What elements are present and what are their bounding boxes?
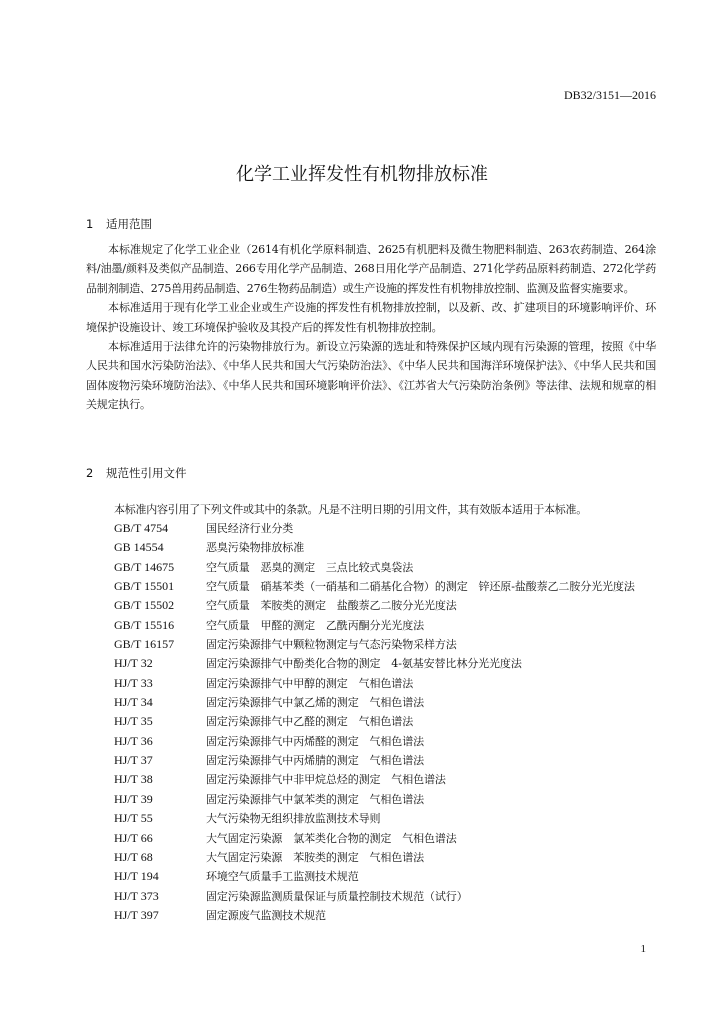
section-heading-references	[86, 465, 187, 481]
reference-code: GB/T 16157	[114, 637, 175, 652]
reference-title: 固定污染源排气中丙烯醛的测定 气相色谱法	[206, 734, 424, 748]
reference-title: 固定污染源排气中氯苯类的测定 气相色谱法	[206, 792, 424, 806]
reference-title: 固定污染源排气中甲醇的测定 气相色谱法	[206, 676, 414, 690]
reference-title: 空气质量 苯胺类的测定 盐酸萘乙二胺分光光度法	[206, 599, 457, 613]
section-number: 1	[86, 217, 94, 231]
reference-item	[114, 906, 659, 925]
reference-item	[114, 674, 659, 693]
reference-item	[114, 809, 659, 828]
reference-title: 空气质量 甲醛的测定 乙酰丙酮分光光度法	[206, 618, 424, 632]
scope-paragraph: 本标准适用于法律允许的污染物排放行为。新设立污染源的选址和特殊保护区域内现有污染源的管理，按照《中华人民共和国水污染防治法》、《中华人民共和国大气污染防治法》、《中华人民共和国海洋环境保护法》、《中华人民共和国固体废物污染环境防治法》、《中华人民共和国环境影响评价法》、《江苏省大气污染防治条例》等法律、法规和规章的相关规定执行。	[86, 340, 656, 412]
reference-code: GB/T 15502	[114, 598, 175, 613]
reference-title: 固定源废气监测技术规范	[206, 908, 326, 922]
reference-title: 大气污染物无组织排放监测技术导则	[206, 812, 381, 826]
section-heading-scope	[86, 216, 152, 232]
reference-code: HJ/T 397	[114, 907, 159, 922]
reference-item	[114, 867, 659, 886]
standard-code: DB32/3151—2016	[563, 88, 656, 102]
reference-code: GB/T 14675	[114, 559, 175, 574]
reference-item	[114, 596, 659, 615]
reference-code: HJ/T 68	[114, 849, 153, 864]
reference-code: HJ/T 55	[114, 811, 153, 826]
reference-list	[114, 519, 659, 925]
reference-item	[114, 519, 659, 538]
reference-code: HJ/T 194	[114, 869, 159, 884]
reference-code: HJ/T 34	[114, 695, 153, 710]
reference-code: HJ/T 36	[114, 733, 153, 748]
reference-code: HJ/T 66	[114, 830, 153, 845]
reference-item	[114, 558, 659, 577]
reference-title: 环境空气质量手工监测技术规范	[206, 870, 359, 884]
reference-item	[114, 693, 659, 712]
reference-item	[114, 751, 659, 770]
reference-code: HJ/T 32	[114, 656, 153, 671]
reference-title: 固定污染源排气中乙醛的测定 气相色谱法	[206, 715, 414, 729]
scope-body	[86, 240, 656, 415]
reference-item	[114, 577, 659, 596]
references-intro: 本标准内容引用了下列文件或其中的条款。凡是不注明日期的引用文件，其有效版本适用于本标准。	[114, 503, 587, 516]
reference-title: 大气固定污染源 苯胺类的测定 气相色谱法	[206, 850, 424, 864]
section-title: 规范性引用文件	[106, 466, 187, 480]
reference-code: GB/T 15501	[114, 579, 175, 594]
reference-title: 空气质量 恶臭的测定 三点比较式臭袋法	[206, 560, 414, 574]
reference-item	[114, 732, 659, 751]
reference-title: 固定污染源排气中酚类化合物的测定 4-氨基安替比林分光光度法	[206, 657, 522, 671]
reference-item	[114, 770, 659, 789]
reference-title: 国民经济行业分类	[206, 522, 294, 535]
reference-title: 固定污染源排气中颗粒物测定与气态污染物采样方法	[206, 638, 457, 652]
reference-code: HJ/T 35	[114, 714, 153, 729]
reference-item	[114, 712, 659, 731]
reference-title: 恶臭污染物排放标准	[206, 541, 305, 555]
reference-title: 固定污染源排气中氯乙烯的测定 气相色谱法	[206, 696, 424, 710]
reference-code: HJ/T 38	[114, 772, 153, 787]
reference-item	[114, 654, 659, 673]
reference-code: HJ/T 37	[114, 753, 153, 768]
reference-item	[114, 635, 659, 654]
reference-code: HJ/T 33	[114, 675, 153, 690]
scope-paragraph: 本标准适用于现有化学工业企业或生产设施的挥发性有机物排放控制，以及新、改、扩建项目的环境影响评价、环境保护设施设计、竣工环境保护验收及其投产后的挥发性有机物排放控制。	[86, 301, 656, 334]
document-title: 化学工业挥发性有机物排放标准	[236, 164, 488, 185]
reference-title: 固定污染源排气中丙烯腈的测定 气相色谱法	[206, 754, 424, 768]
reference-item	[114, 848, 659, 867]
reference-code: HJ/T 39	[114, 791, 153, 806]
reference-code: HJ/T 373	[114, 888, 159, 903]
section-title: 适用范围	[106, 217, 152, 231]
scope-paragraph: 本标准规定了化学工业企业（2614有机化学原料制造、2625有机肥料及微生物肥料制造、263农药制造、264涂料/油墨/颜料及类似产品制造、266专用化学产品制造、268日用化学产品制造、271化学药品原料药制造、272化学药品制剂制造、275兽用药品制造、276生物药品制造）或生产设施的挥发性有机物排放控制、监测及监督实施要求。	[86, 243, 656, 295]
page-number: 1	[640, 943, 646, 955]
reference-title: 固定污染源监测质量保证与质量控制技术规范（试行）	[206, 889, 468, 903]
reference-code: GB/T 4754	[114, 521, 169, 535]
reference-item	[114, 887, 659, 906]
reference-title: 固定污染源排气中非甲烷总烃的测定 气相色谱法	[206, 773, 446, 787]
reference-item	[114, 790, 659, 809]
reference-item	[114, 538, 659, 557]
reference-item	[114, 616, 659, 635]
section-number: 2	[86, 466, 94, 480]
reference-item	[114, 829, 659, 848]
reference-title: 空气质量 硝基苯类（一硝基和二硝基化合物）的测定 锌还原-盐酸萘乙二胺分光光度法	[206, 580, 635, 594]
reference-title: 大气固定污染源 氯苯类化合物的测定 气相色谱法	[206, 831, 457, 845]
reference-code: GB 14554	[114, 540, 164, 555]
reference-code: GB/T 15516	[114, 617, 175, 632]
